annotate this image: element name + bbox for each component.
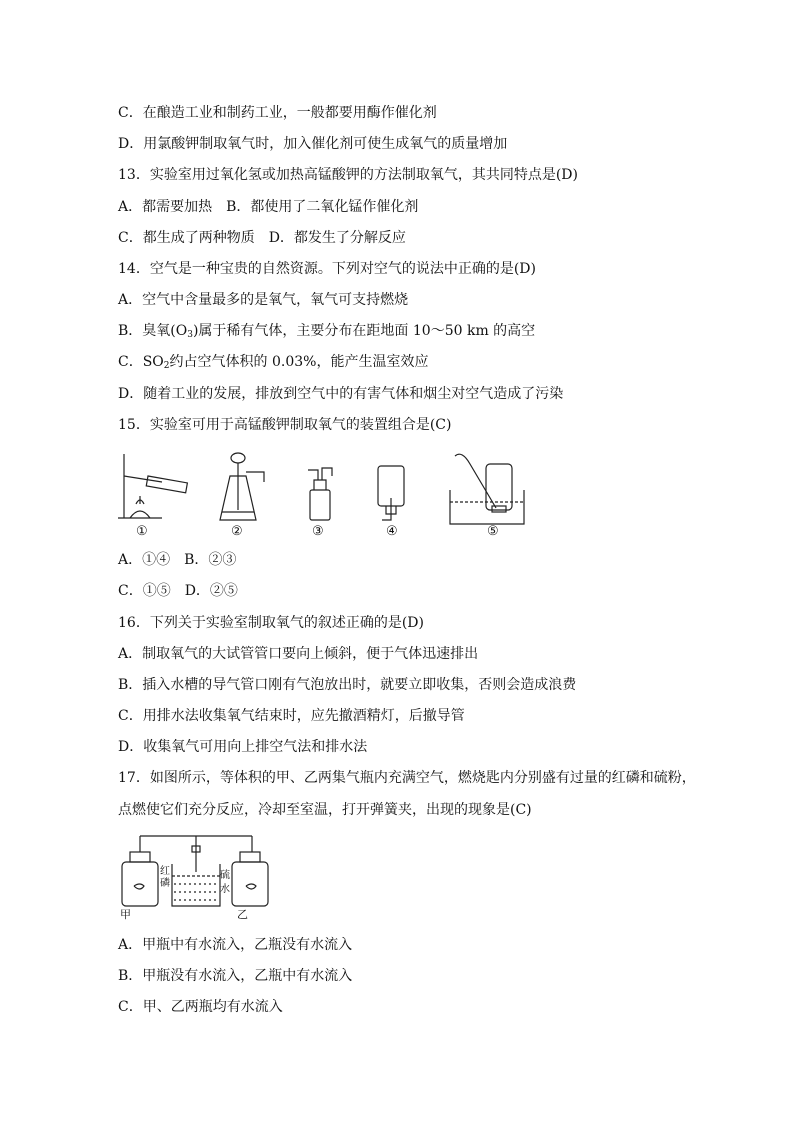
apparatus-figure-q15	[110, 446, 540, 542]
q13-options-cd: C．都生成了两种物质 D．都发生了分解反应	[118, 230, 406, 246]
q15-options-ab: A．①④ B．②③	[118, 552, 237, 568]
q13-options-ab: A．都需要加热 B．都使用了二氧化锰作催化剂	[118, 199, 419, 215]
q14c-text-post: 约占空气体积的 0.03%，能产生温室效应	[169, 354, 429, 370]
apparatus-figure-q17	[116, 828, 276, 922]
q17-stem-line1: 17．如图所示，等体积的甲、乙两集气瓶内充满空气，燃烧匙内分别盛有过量的红磷和硫粉，	[118, 770, 696, 786]
figure15-label-3: ③	[312, 524, 324, 539]
figure15-label-2: ②	[231, 524, 243, 539]
q17-option-a: A．甲瓶中有水流入，乙瓶没有水流入	[118, 937, 353, 953]
figure15-label-4: ④	[386, 524, 398, 539]
q14-stem: 14．空气是一种宝贵的自然资源。下列对空气的说法中正确的是(D)	[118, 261, 536, 277]
q14b-subscript: 3	[187, 330, 193, 340]
q12-option-d: D．用氯酸钾制取氧气时，加入催化剂可使生成氧气的质量增加	[118, 136, 508, 152]
water-trough-apparatus	[450, 454, 524, 524]
q13-stem: 13．实验室用过氧化氢或加热高锰酸钾的方法制取氧气，其共同特点是(D)	[118, 167, 578, 183]
q14c-text-pre: C．SO	[118, 354, 164, 370]
q14b-text-pre: B．臭氧(O	[118, 323, 188, 339]
inverted-bottle-apparatus	[378, 466, 404, 520]
q16-stem: 16．下列关于实验室制取氧气的叙述正确的是(D)	[118, 615, 424, 631]
figure17-right-bottle-label: 乙	[237, 908, 248, 921]
q16-option-b: B．插入水槽的导气管口刚有气泡放出时，就要立即收集，否则会造成浪费	[118, 677, 577, 693]
figure15-label-5: ⑤	[487, 524, 499, 539]
q17-stem-line2: 点燃使它们充分反应，冷却至室温，打开弹簧夹，出现的现象是(C)	[118, 802, 532, 818]
figure17-water-label: 水	[220, 884, 230, 895]
q16-option-a: A．制取氧气的大试管管口要向上倾斜，便于气体迅速排出	[118, 646, 479, 662]
q14c-subscript: 2	[163, 361, 170, 371]
q14-option-b	[118, 322, 535, 344]
heating-apparatus	[118, 454, 187, 518]
q17-option-c: C．甲、乙两瓶均有水流入	[118, 999, 283, 1015]
q15-options-cd: C．①⑤ D．②⑤	[118, 583, 238, 599]
figure15-label-1: ①	[136, 524, 148, 539]
q14-option-a: A．空气中含量最多的是氧气，氧气可支持燃烧	[118, 292, 409, 308]
conical-flask-apparatus	[220, 453, 264, 520]
q14b-text-post: )属于稀有气体，主要分布在距地面 10～50 km 的高空	[192, 323, 536, 339]
figure17-left-text: 红磷	[160, 866, 170, 889]
q15-stem: 15．实验室可用于高锰酸钾制取氧气的装置组合是(C)	[118, 417, 452, 433]
gas-bottle-apparatus	[308, 468, 332, 520]
q12-option-c: C．在酿造工业和制药工业，一般都要用酶作催化剂	[118, 105, 437, 121]
figure17-left-bottle-label: 甲	[120, 908, 131, 921]
figure17-right-text: 硫	[220, 870, 230, 881]
q16-option-d: D．收集氧气可用向上排空气法和排水法	[118, 739, 368, 755]
q17-option-b: B．甲瓶没有水流入，乙瓶中有水流入	[118, 968, 353, 984]
q14-option-c	[118, 353, 428, 375]
q14-option-d: D．随着工业的发展，排放到空气中的有害气体和烟尘对空气造成了污染	[118, 386, 564, 402]
q16-option-c: C．用排水法收集氧气结束时，应先撤酒精灯，后撤导管	[118, 708, 465, 724]
